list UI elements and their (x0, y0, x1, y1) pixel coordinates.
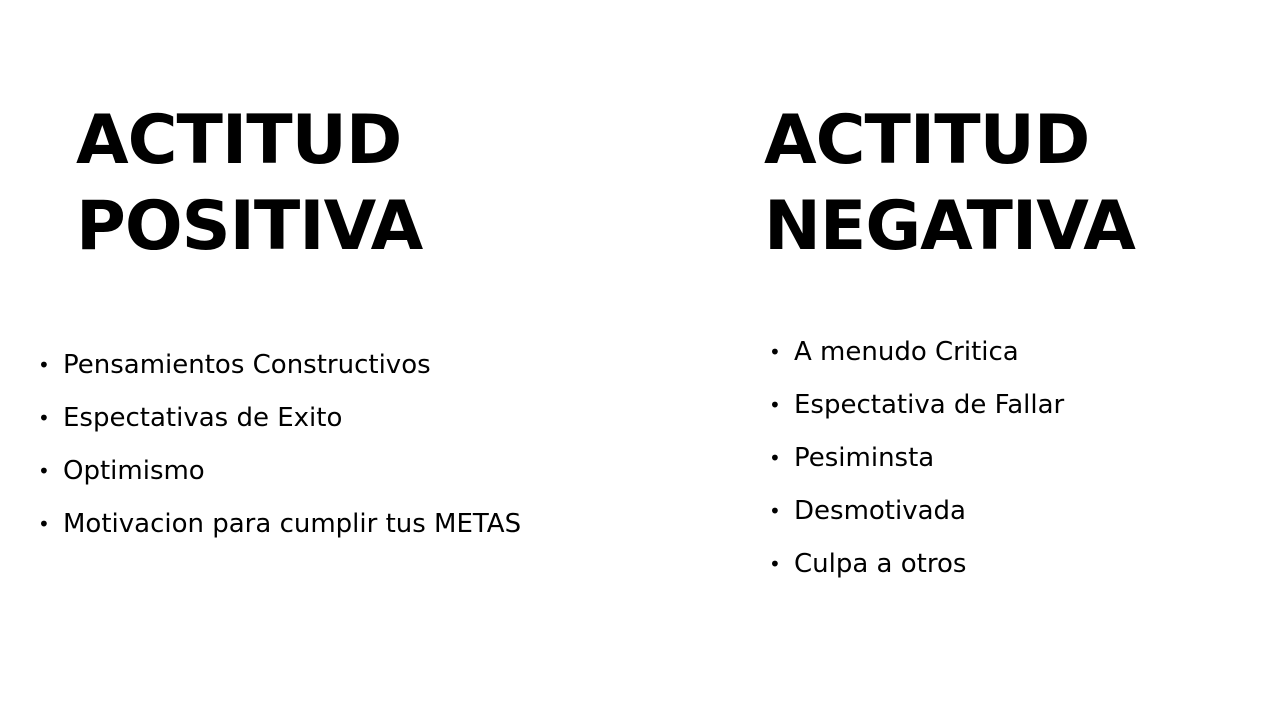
list-item: • Pensamientos Constructivos (38, 339, 521, 392)
negative-title-line2: NEGATIVA (764, 187, 1135, 266)
positive-title-line1: ACTITUD (76, 101, 402, 180)
list-item: • Espectativa de Fallar (769, 379, 1064, 432)
list-item: • Desmotivada (769, 485, 1064, 538)
negative-title-line1: ACTITUD (764, 101, 1090, 180)
list-item: • Espectativas de Exito (38, 392, 521, 445)
positive-title-line2: POSITIVA (76, 187, 423, 266)
list-item: • Culpa a otros (769, 538, 1064, 591)
list-item: • Optimismo (38, 445, 521, 498)
list-item: • A menudo Critica (769, 326, 1064, 379)
positive-attitude-title (76, 98, 422, 270)
negative-attitude-title (764, 98, 1135, 270)
negative-attitude-list (769, 326, 1064, 591)
positive-attitude-list (38, 339, 521, 551)
list-item: • Motivacion para cumplir tus METAS (38, 498, 521, 551)
list-item: • Pesiminsta (769, 432, 1064, 485)
